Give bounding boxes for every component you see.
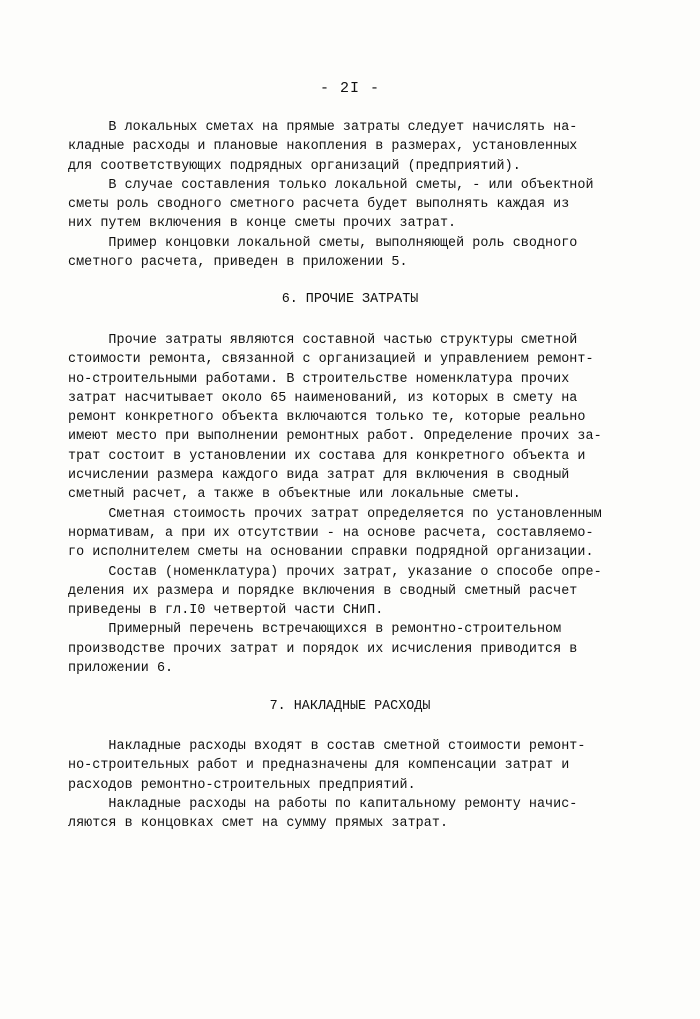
text-line: В случае составления только локальной сметы, - или объектной [68, 177, 594, 193]
text-line: приведены в гл.I0 четвертой части СНиП. [68, 603, 384, 619]
text-line: кладные расходы и плановые накопления в размерах, установленных [68, 139, 578, 155]
page-number: - 2I - [319, 80, 380, 97]
section-heading-overhead: 7. НАКЛАДНЫЕ РАСХОДЫ [269, 699, 431, 714]
paragraph-block-overhead [68, 737, 658, 833]
text-line: Накладные расходы входят в состав сметной стоимости ремонт- [68, 739, 586, 754]
text-line: приложении 6. [68, 661, 174, 677]
text-line: расходов ремонтно-строительных предприятий. [68, 777, 416, 793]
text-line: трат состоит в установлении их состава для конкретного объекта и [68, 448, 586, 464]
text-line: производстве прочих затрат и порядок их исчисления приводится в [68, 641, 578, 657]
text-line: го исполнителем сметы на основании справки подрядной организации. [68, 545, 594, 561]
text-line: Накладные расходы на работы по капитальному ремонту начис- [68, 796, 578, 812]
paragraph-block-intro [68, 118, 658, 272]
text-line: Прочие затраты являются составной частью структуры сметной [68, 333, 578, 348]
section-heading-other-costs: 6. ПРОЧИЕ ЗАТРАТЫ [281, 292, 419, 307]
text-line: исчислении размера каждого вида затрат для включения в сводный [68, 468, 570, 484]
text-line: них путем включения в конце сметы прочих затрат. [68, 216, 457, 232]
paragraph-block-other-costs [68, 331, 658, 678]
text-line: В локальных сметах на прямые затраты следует начислять на- [68, 120, 578, 135]
text-line: затрат насчитывает около 65 наименований, из которых в смету на [68, 390, 578, 406]
text-line: но-строительных работ и предназначены для компенсации затрат и [68, 758, 570, 774]
text-line: имеют место при выполнении ремонтных работ. Определение прочих за- [68, 429, 602, 445]
text-line: нормативам, а при их отсутствии - на основе расчета, составляемо- [68, 525, 594, 541]
text-line: ремонт конкретного объекта включаются только те, которые реально [68, 410, 586, 426]
text-line: деления их размера и порядке включения в сводный сметный расчет [68, 583, 578, 599]
text-line: Примерный перечень встречающихся в ремонтно-строительном [68, 622, 562, 638]
text-line: Пример концовки локальной сметы, выполняющей роль сводного [68, 235, 578, 251]
text-line: ляются в концовках смет на сумму прямых затрат. [68, 816, 449, 832]
text-line: сметы роль сводного сметного расчета будет выполнять каждая из [68, 197, 570, 213]
text-line: для соответствующих подрядных организаций (предприятий). [68, 158, 521, 174]
text-line: стоимости ремонта, связанной с организацией и управлением ремонт- [68, 352, 594, 368]
text-line: но-строительными работами. В строительстве номенклатура прочих [68, 371, 570, 387]
text-line: сметного расчета, приведен в приложении 5. [68, 255, 408, 271]
text-line: Сметная стоимость прочих затрат определяется по установленным [68, 506, 602, 522]
text-line: Состав (номенклатура) прочих затрат, указание о способе опре- [68, 564, 602, 580]
text-line: сметный расчет, а также в объектные или локальные сметы. [68, 487, 521, 503]
